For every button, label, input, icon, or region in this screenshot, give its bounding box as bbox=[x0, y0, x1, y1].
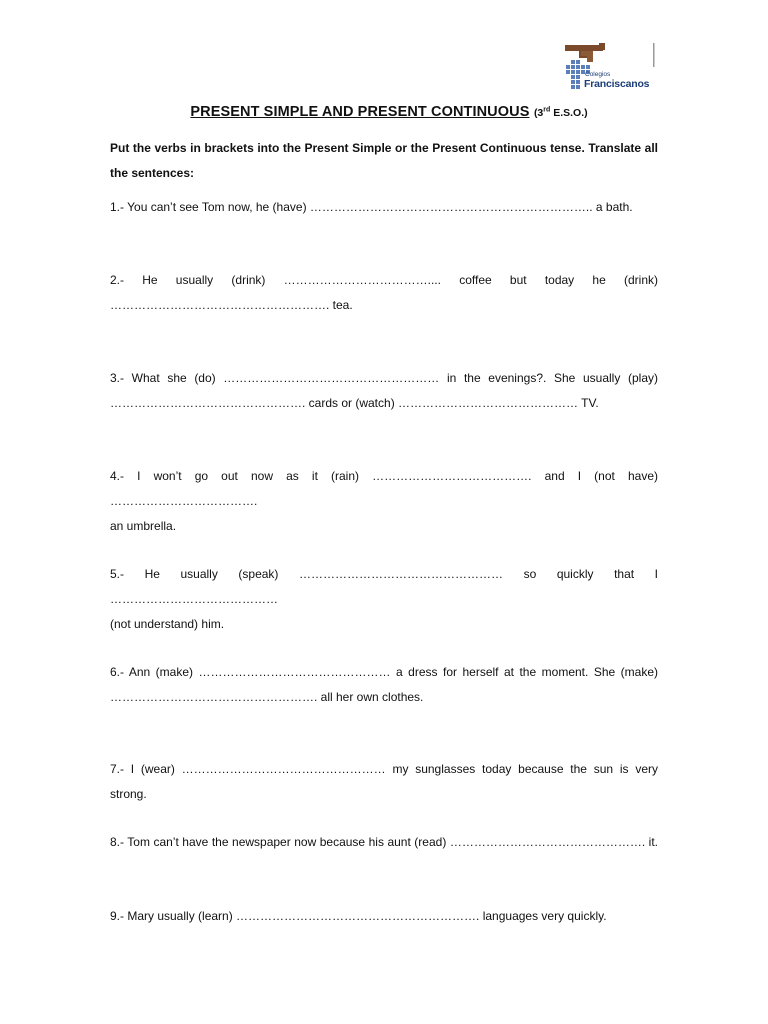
exercise-8 bbox=[110, 830, 658, 855]
exercise-2 bbox=[110, 268, 658, 318]
page-title bbox=[0, 103, 768, 121]
exercise-5 bbox=[110, 562, 662, 637]
exercise-line-2: an umbrella. bbox=[110, 519, 177, 533]
exercise-line-2: …………………………………………. cards or (watch) ……………………………………… TV. bbox=[110, 396, 599, 410]
franciscan-cross-logo-icon bbox=[563, 40, 663, 102]
exercise-7 bbox=[110, 757, 662, 807]
grade-open: (3 bbox=[533, 107, 544, 119]
exercise-9 bbox=[110, 904, 658, 929]
exercise-line-2: (not understand) him. bbox=[110, 617, 225, 631]
exercise-3 bbox=[110, 366, 658, 416]
school-logo bbox=[563, 40, 663, 102]
exercise-line-1: 1.- You can’t see Tom now, he (have) …………………………………………………………….. a bath. bbox=[110, 200, 633, 214]
exercise-line-1: 5.- He usually (speak) …………………………………………… so quickly that I …………………………………… bbox=[110, 567, 662, 606]
exercise-line-1: 2.- He usually (drink) ……………………………….... coffee but today he (drink) bbox=[110, 273, 658, 287]
title-main: PRESENT SIMPLE AND PRESENT CONTINUOUS bbox=[190, 104, 530, 120]
exercise-line-2: ……………………………………………. all her own clothes. bbox=[110, 690, 424, 704]
grade-sup: rd bbox=[543, 106, 551, 114]
exercise-line-1: 6.- Ann (make) ………………………………………… a dress for herself at the moment. She (make) bbox=[110, 665, 658, 679]
instructions: Put the verbs in brackets into the Present Simple or the Present Continuous tense. Translate all the sentences: bbox=[110, 141, 658, 180]
grade-close: E.S.O.) bbox=[550, 107, 588, 119]
exercise-line-1: 7.- I (wear) …………………………………………… my sunglasses today because the sun is very strong. bbox=[110, 762, 662, 801]
exercise-1 bbox=[110, 195, 658, 220]
exercise-line-2: ………………………………………………. tea. bbox=[110, 298, 353, 312]
logo-big-text: Franciscanos bbox=[584, 78, 650, 90]
exercise-4 bbox=[110, 464, 662, 539]
exercise-6 bbox=[110, 660, 658, 710]
exercise-line-1: 8.- Tom can’t have the newspaper now because his aunt (read) …………………………………………. it. bbox=[110, 835, 658, 849]
exercise-line-1: 9.- Mary usually (learn) ……………………………………………………. languages very quickly. bbox=[110, 909, 607, 923]
title-grade bbox=[534, 107, 588, 119]
exercise-line-1: 4.- I won’t go out now as it (rain) …………………………………. and I (not have) ………………………………. bbox=[110, 469, 662, 508]
logo-small-text: Colegios bbox=[585, 71, 611, 78]
exercise-line-1: 3.- What she (do) ……………………………………………… in the evenings?. She usually (play) bbox=[110, 371, 658, 385]
